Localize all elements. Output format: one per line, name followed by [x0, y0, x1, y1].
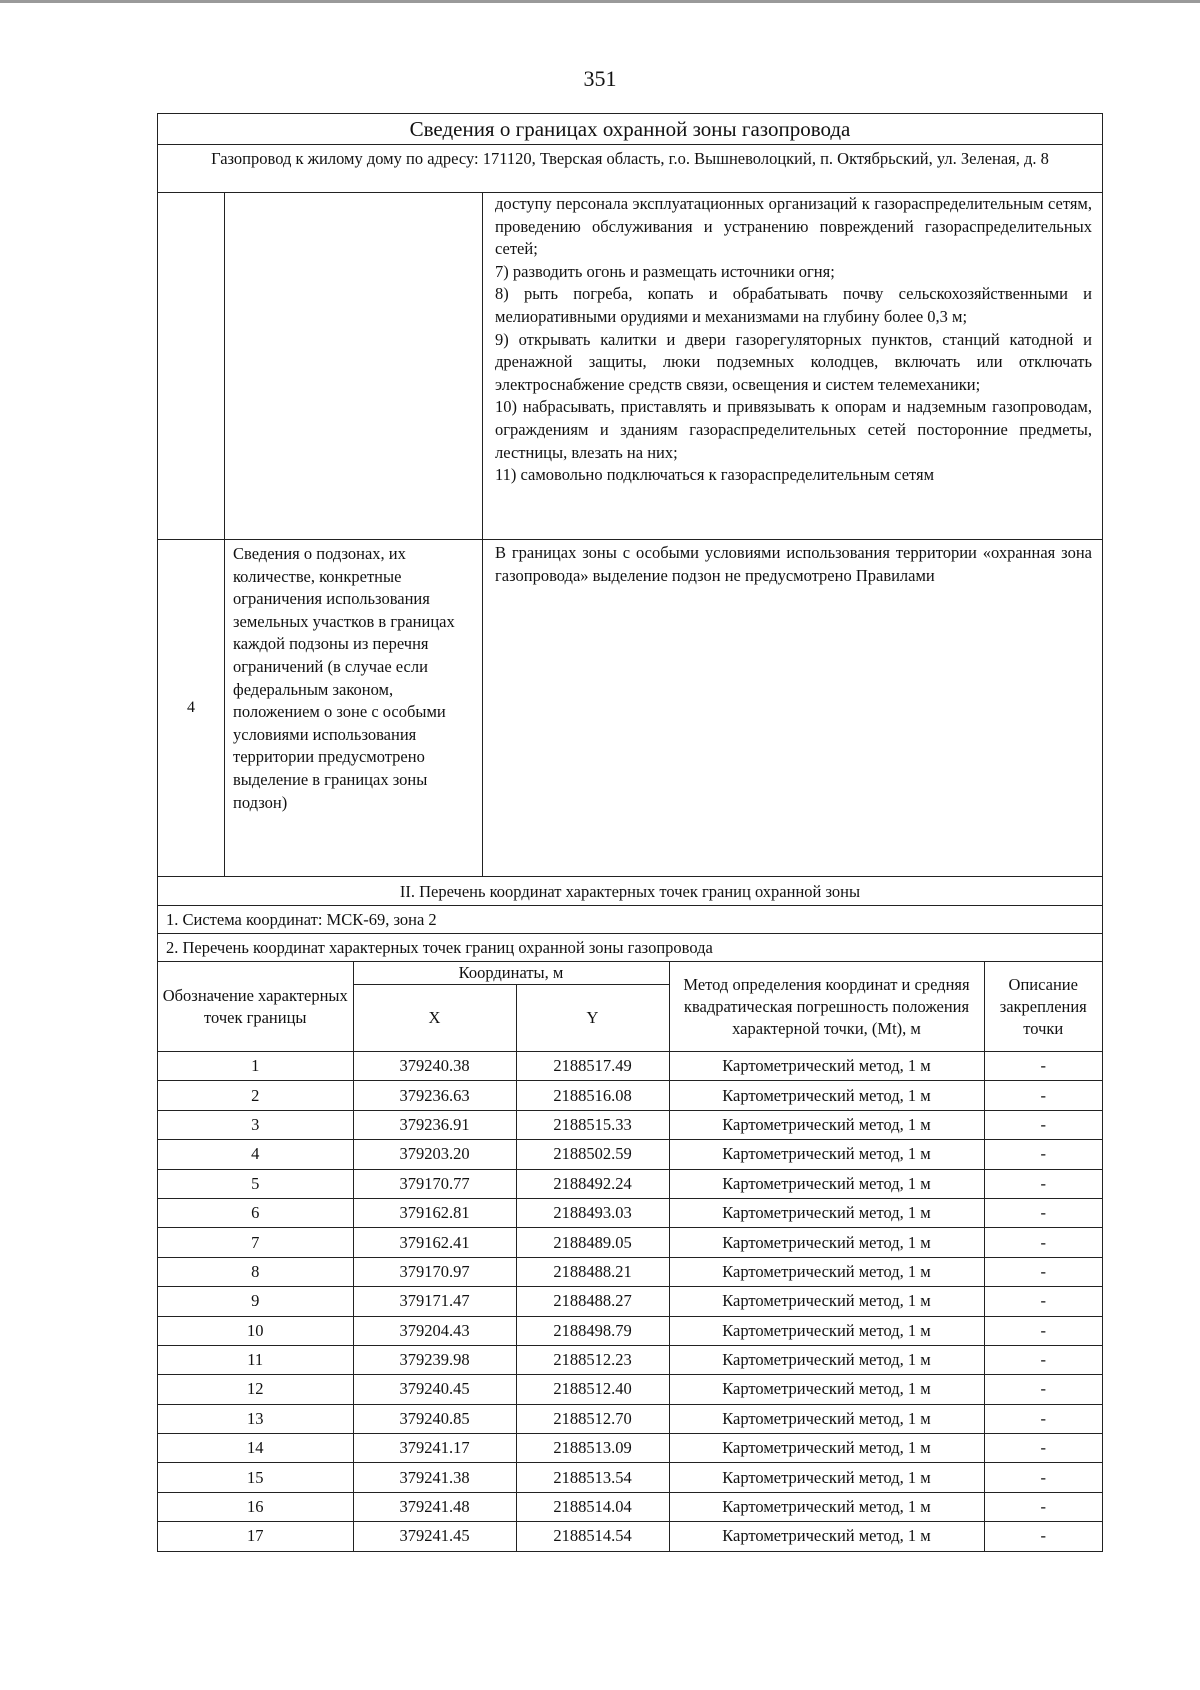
- method-cell: Картометрический метод, 1 м: [669, 1110, 984, 1139]
- description-cell: -: [984, 1316, 1102, 1345]
- method-cell: Картометрический метод, 1 м: [669, 1140, 984, 1169]
- subzones-label: Сведения о подзонах, их количестве, конкретные ограничения использования земельных участков в границах каждой подзоны из перечня ограничений (в случае если федеральным законом, положением о зоне с особыми условиями использования территории предусмотрено выделение в границах зоны подзон): [225, 540, 483, 876]
- method-cell: Картометрический метод, 1 м: [669, 1375, 984, 1404]
- row-number: 4: [158, 540, 225, 876]
- coord-y-cell: 2188502.59: [516, 1140, 669, 1169]
- table-row: [158, 1375, 1102, 1404]
- coord-y-cell: 2188515.33: [516, 1110, 669, 1139]
- table-row: [158, 1081, 1102, 1110]
- coord-y-cell: 2188513.09: [516, 1434, 669, 1463]
- point-number-cell: 11: [158, 1345, 353, 1374]
- restrictions-row-continued: [158, 192, 1102, 539]
- description-cell: -: [984, 1522, 1102, 1551]
- coord-x-cell: 379203.20: [353, 1140, 516, 1169]
- coord-y-cell: 2188514.04: [516, 1492, 669, 1521]
- coord-y-cell: 2188492.24: [516, 1169, 669, 1198]
- coord-y-cell: 2188512.23: [516, 1345, 669, 1374]
- coord-x-cell: 379236.91: [353, 1110, 516, 1139]
- method-cell: Картометрический метод, 1 м: [669, 1081, 984, 1110]
- coord-x-cell: 379170.97: [353, 1257, 516, 1286]
- point-number-cell: 10: [158, 1316, 353, 1345]
- coord-y-cell: 2188512.70: [516, 1404, 669, 1433]
- table-row: [158, 1345, 1102, 1374]
- coord-x-cell: 379239.98: [353, 1345, 516, 1374]
- page-number: 351: [583, 66, 617, 91]
- description-cell: -: [984, 1257, 1102, 1286]
- coord-y-cell: 2188493.03: [516, 1198, 669, 1227]
- coord-x-cell: 379241.45: [353, 1522, 516, 1551]
- description-cell: -: [984, 1169, 1102, 1198]
- coord-x-cell: 379236.63: [353, 1081, 516, 1110]
- description-cell: -: [984, 1434, 1102, 1463]
- point-number-cell: 13: [158, 1404, 353, 1433]
- point-number-cell: 4: [158, 1140, 353, 1169]
- restriction-item: доступу персонала эксплуатационных организаций к газораспределительным сетям, проведению обслуживания и устранению повреждений газораспределительных сетей;: [495, 194, 1092, 259]
- header-point: Обозначение характерных точек границы: [158, 962, 353, 1052]
- coordinates-list-title: 2. Перечень координат характерных точек границ охранной зоны газопровода: [158, 933, 1102, 961]
- subzones-row: [158, 539, 1102, 876]
- table-row: [158, 1316, 1102, 1345]
- coord-y-cell: 2188513.54: [516, 1463, 669, 1492]
- table-row: [158, 1287, 1102, 1316]
- coordinates-table: [158, 962, 1102, 1551]
- method-cell: Картометрический метод, 1 м: [669, 1492, 984, 1521]
- method-cell: Картометрический метод, 1 м: [669, 1316, 984, 1345]
- point-number-cell: 5: [158, 1169, 353, 1198]
- description-cell: -: [984, 1228, 1102, 1257]
- header-coordinates: Координаты, м: [353, 962, 669, 985]
- description-cell: -: [984, 1345, 1102, 1374]
- restrictions-list: [483, 193, 1102, 539]
- point-number-cell: 14: [158, 1434, 353, 1463]
- description-cell: -: [984, 1287, 1102, 1316]
- description-cell: -: [984, 1140, 1102, 1169]
- description-cell: -: [984, 1081, 1102, 1110]
- coord-x-cell: 379240.85: [353, 1404, 516, 1433]
- point-number-cell: 7: [158, 1228, 353, 1257]
- table-row: [158, 1522, 1102, 1551]
- coord-y-cell: 2188489.05: [516, 1228, 669, 1257]
- table-row: [158, 1434, 1102, 1463]
- coordinates-table-wrapper: [158, 961, 1102, 1551]
- method-cell: Картометрический метод, 1 м: [669, 1287, 984, 1316]
- description-cell: -: [984, 1463, 1102, 1492]
- gas-pipeline-address: Газопровод к жилому дому по адресу: 171120, Тверская область, г.о. Вышневолоцкий, п. Октябрьский, ул. Зеленая, д. 8: [158, 144, 1102, 192]
- description-cell: -: [984, 1198, 1102, 1227]
- method-cell: Картометрический метод, 1 м: [669, 1198, 984, 1227]
- table-row: [158, 1052, 1102, 1081]
- coordinates-body: [158, 1052, 1102, 1551]
- method-cell: Картометрический метод, 1 м: [669, 1169, 984, 1198]
- description-cell: -: [984, 1375, 1102, 1404]
- header-method: Метод определения координат и средняя квадратическая погрешность положения характерной точки, (Mt), м: [669, 962, 984, 1052]
- point-number-cell: 6: [158, 1198, 353, 1227]
- coord-y-cell: 2188514.54: [516, 1522, 669, 1551]
- coordinate-system: 1. Система координат: МСК-69, зона 2: [158, 905, 1102, 933]
- row-number-empty: [158, 193, 225, 539]
- coord-x-cell: 379162.81: [353, 1198, 516, 1227]
- restriction-item: 8) рыть погреба, копать и обрабатывать почву сельскохозяйственными и мелиоративными орудиями и механизмами на глубину более 0,3 м;: [495, 284, 1092, 326]
- description-cell: -: [984, 1492, 1102, 1521]
- section-2-title: II. Перечень координат характерных точек границ охранной зоны: [158, 876, 1102, 905]
- restriction-item: 10) набрасывать, приставлять и привязывать к опорам и надземным газопроводам, ограждениям и зданиям газораспределительных сетей посторонние предметы, лестницы, влезать на них;: [495, 397, 1092, 462]
- table-row: [158, 1169, 1102, 1198]
- restriction-item: 9) открывать калитки и двери газорегуляторных пунктов, станций катодной и дренажной защиты, люки подземных колодцев, включать или отключать электроснабжение средств связи, освещения и систем телемеханики;: [495, 329, 1092, 394]
- method-cell: Картометрический метод, 1 м: [669, 1434, 984, 1463]
- point-number-cell: 16: [158, 1492, 353, 1521]
- coord-x-cell: 379204.43: [353, 1316, 516, 1345]
- method-cell: Картометрический метод, 1 м: [669, 1052, 984, 1081]
- point-number-cell: 9: [158, 1287, 353, 1316]
- point-number-cell: 12: [158, 1375, 353, 1404]
- coord-y-cell: 2188488.21: [516, 1257, 669, 1286]
- coord-x-cell: 379240.45: [353, 1375, 516, 1404]
- table-row: [158, 1198, 1102, 1227]
- coord-y-cell: 2188488.27: [516, 1287, 669, 1316]
- point-number-cell: 15: [158, 1463, 353, 1492]
- coord-y-cell: 2188512.40: [516, 1375, 669, 1404]
- table-row: [158, 1140, 1102, 1169]
- header-description: Описание закрепления точки: [984, 962, 1102, 1052]
- method-cell: Картометрический метод, 1 м: [669, 1404, 984, 1433]
- method-cell: Картометрический метод, 1 м: [669, 1463, 984, 1492]
- scan-top-edge: [0, 0, 1200, 3]
- document-table: [157, 113, 1103, 1552]
- coord-x-cell: 379241.38: [353, 1463, 516, 1492]
- subzones-value: В границах зоны с особыми условиями использования территории «охранная зона газопровода» выделение подзон не предусмотрено Правилами: [495, 543, 1092, 585]
- coord-x-cell: 379241.17: [353, 1434, 516, 1463]
- document-title: Сведения о границах охранной зоны газопровода: [409, 117, 851, 141]
- method-cell: Картометрический метод, 1 м: [669, 1228, 984, 1257]
- table-row: [158, 1404, 1102, 1433]
- point-number-cell: 3: [158, 1110, 353, 1139]
- point-number-cell: 8: [158, 1257, 353, 1286]
- table-row: [158, 1257, 1102, 1286]
- header-x: X: [353, 985, 516, 1052]
- description-cell: -: [984, 1052, 1102, 1081]
- coord-y-cell: 2188498.79: [516, 1316, 669, 1345]
- point-number-cell: 2: [158, 1081, 353, 1110]
- description-cell: -: [984, 1404, 1102, 1433]
- method-cell: Картометрический метод, 1 м: [669, 1522, 984, 1551]
- restriction-item: 7) разводить огонь и размещать источники огня;: [495, 261, 835, 281]
- table-row: [158, 1110, 1102, 1139]
- row-label-empty: [225, 193, 483, 539]
- method-cell: Картометрический метод, 1 м: [669, 1257, 984, 1286]
- method-cell: Картометрический метод, 1 м: [669, 1345, 984, 1374]
- coord-y-cell: 2188516.08: [516, 1081, 669, 1110]
- point-number-cell: 17: [158, 1522, 353, 1551]
- coord-x-cell: 379171.47: [353, 1287, 516, 1316]
- coord-x-cell: 379241.48: [353, 1492, 516, 1521]
- table-row: [158, 1463, 1102, 1492]
- point-number-cell: 1: [158, 1052, 353, 1081]
- restriction-item: 11) самовольно подключаться к газораспределительным сетям: [495, 465, 935, 485]
- coord-x-cell: 379162.41: [353, 1228, 516, 1257]
- coord-x-cell: 379170.77: [353, 1169, 516, 1198]
- table-row: [158, 1228, 1102, 1257]
- table-row: [158, 1492, 1102, 1521]
- coord-y-cell: 2188517.49: [516, 1052, 669, 1081]
- header-y: Y: [516, 985, 669, 1052]
- coord-x-cell: 379240.38: [353, 1052, 516, 1081]
- description-cell: -: [984, 1110, 1102, 1139]
